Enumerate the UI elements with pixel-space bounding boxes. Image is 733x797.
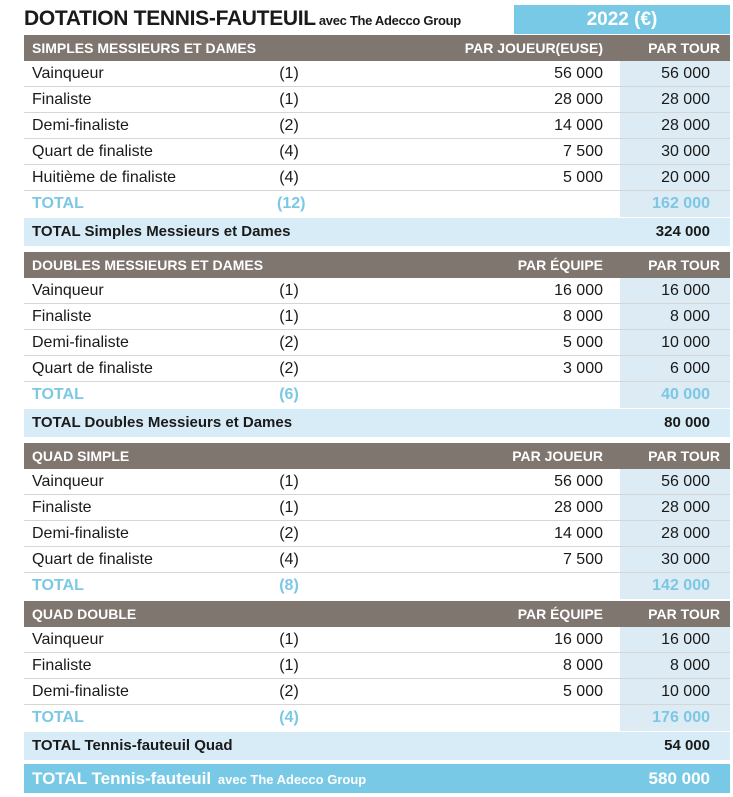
row-count: (1) [279, 91, 299, 108]
row-per: 28 000 [554, 499, 603, 516]
section-title: QUAD SIMPLE [32, 448, 130, 464]
row-count: (2) [279, 117, 299, 134]
row-label: Demi-finaliste [32, 525, 129, 542]
row-count: (1) [279, 282, 299, 299]
row-per: 8 000 [562, 308, 603, 325]
row-round: 10 000 [620, 330, 730, 355]
row-per: 5 000 [562, 169, 603, 186]
total-row [24, 382, 730, 408]
total-row [24, 573, 730, 599]
row-per: 14 000 [554, 117, 603, 134]
total-row [24, 191, 730, 217]
row-round: 56 000 [620, 469, 730, 494]
row-label: Finaliste [32, 308, 92, 325]
total-round: 176 000 [620, 705, 730, 731]
section-header-simples [24, 35, 730, 61]
total-count: (4) [279, 709, 299, 726]
col-header-per: PAR JOUEUR [512, 448, 603, 464]
row-round: 8 000 [620, 304, 730, 329]
table-row [24, 356, 730, 382]
table-row [24, 139, 730, 165]
row-label: Finaliste [32, 91, 92, 108]
total-count: (6) [279, 386, 299, 403]
row-count: (1) [279, 631, 299, 648]
row-count: (1) [279, 499, 299, 516]
row-round: 28 000 [620, 113, 730, 138]
section-header-quad-double [24, 601, 730, 627]
final-total [24, 764, 730, 793]
row-per: 56 000 [554, 473, 603, 490]
row-round: 28 000 [620, 87, 730, 112]
row-count: (4) [279, 551, 299, 568]
row-label: Vainqueur [32, 65, 104, 82]
title-bar [24, 5, 730, 33]
final-total-value: 580 000 [648, 769, 710, 788]
row-round: 20 000 [620, 165, 730, 190]
year-badge: 2022 (€) [514, 5, 730, 34]
grand-total-label: TOTAL Doubles Messieurs et Dames [32, 414, 293, 431]
title-sponsor: avec The Adecco Group [318, 13, 461, 28]
table-row [24, 165, 730, 191]
table-row [24, 61, 730, 87]
table-row [24, 87, 730, 113]
final-total-label [32, 764, 366, 794]
total-round: 40 000 [620, 382, 730, 408]
row-round: 30 000 [620, 547, 730, 572]
row-count: (4) [279, 143, 299, 160]
table-row [24, 521, 730, 547]
col-header-per: PAR ÉQUIPE [517, 606, 603, 622]
row-count: (2) [279, 525, 299, 542]
table-row [24, 495, 730, 521]
grand-total-quad [24, 732, 730, 760]
row-label: Quart de finaliste [32, 143, 153, 160]
row-count: (2) [279, 683, 299, 700]
col-header-round: PAR TOUR [648, 257, 720, 273]
table-row [24, 547, 730, 573]
col-header-round: PAR TOUR [648, 40, 720, 56]
table-row [24, 278, 730, 304]
row-label: Vainqueur [32, 473, 104, 490]
title-text: DOTATION TENNIS-FAUTEUIL [24, 7, 316, 30]
row-count: (4) [279, 169, 299, 186]
row-label: Finaliste [32, 657, 92, 674]
section-header-doubles [24, 252, 730, 278]
row-per: 3 000 [562, 360, 603, 377]
total-count: (12) [277, 195, 306, 212]
row-label: Demi-finaliste [32, 334, 129, 351]
grand-total-value: 324 000 [655, 223, 710, 240]
section-title: DOUBLES MESSIEURS ET DAMES [32, 257, 264, 273]
total-row [24, 705, 730, 731]
row-per: 5 000 [562, 683, 603, 700]
table-row [24, 627, 730, 653]
grand-total-value: 80 000 [664, 414, 710, 431]
table-row [24, 113, 730, 139]
row-round: 30 000 [620, 139, 730, 164]
section-title: QUAD DOUBLE [32, 606, 137, 622]
col-header-round: PAR TOUR [648, 606, 720, 622]
row-count: (2) [279, 334, 299, 351]
total-label: TOTAL [32, 386, 84, 403]
col-header-per: PAR ÉQUIPE [517, 257, 603, 273]
table-row [24, 469, 730, 495]
row-label: Huitième de finaliste [32, 169, 177, 186]
row-round: 16 000 [620, 278, 730, 303]
total-round: 162 000 [620, 191, 730, 217]
row-count: (1) [279, 65, 299, 82]
section-title: SIMPLES MESSIEURS ET DAMES [32, 40, 257, 56]
row-per: 14 000 [554, 525, 603, 542]
row-count: (1) [279, 308, 299, 325]
row-count: (1) [279, 657, 299, 674]
row-label: Vainqueur [32, 631, 104, 648]
grand-total-label: TOTAL Simples Messieurs et Dames [32, 223, 291, 240]
row-round: 6 000 [620, 356, 730, 381]
row-round: 16 000 [620, 627, 730, 652]
row-per: 16 000 [554, 282, 603, 299]
row-per: 7 500 [562, 551, 603, 568]
grand-total-value: 54 000 [664, 737, 710, 754]
total-count: (8) [279, 577, 299, 594]
total-round: 142 000 [620, 573, 730, 599]
section-header-quad-simple [24, 443, 730, 469]
row-label: Quart de finaliste [32, 360, 153, 377]
table-row [24, 330, 730, 356]
grand-total-simples [24, 218, 730, 246]
row-label: Quart de finaliste [32, 551, 153, 568]
row-per: 5 000 [562, 334, 603, 351]
page-title [24, 7, 461, 31]
row-label: Finaliste [32, 499, 92, 516]
row-per: 7 500 [562, 143, 603, 160]
total-label: TOTAL [32, 195, 84, 212]
total-label: TOTAL [32, 577, 84, 594]
row-per: 28 000 [554, 91, 603, 108]
total-label: TOTAL [32, 709, 84, 726]
table-row [24, 679, 730, 705]
final-total-text: TOTAL Tennis-fauteuil [32, 769, 212, 788]
table-row [24, 653, 730, 679]
row-round: 28 000 [620, 495, 730, 520]
row-round: 56 000 [620, 61, 730, 86]
grand-total-label: TOTAL Tennis-fauteuil Quad [32, 737, 233, 754]
table-row [24, 304, 730, 330]
row-label: Vainqueur [32, 282, 104, 299]
grand-total-doubles [24, 409, 730, 437]
row-round: 8 000 [620, 653, 730, 678]
row-per: 56 000 [554, 65, 603, 82]
col-header-round: PAR TOUR [648, 448, 720, 464]
final-total-sponsor: avec The Adecco Group [217, 772, 367, 787]
row-round: 28 000 [620, 521, 730, 546]
row-label: Demi-finaliste [32, 683, 129, 700]
row-per: 16 000 [554, 631, 603, 648]
row-count: (2) [279, 360, 299, 377]
row-label: Demi-finaliste [32, 117, 129, 134]
row-round: 10 000 [620, 679, 730, 704]
col-header-per: PAR JOUEUR(EUSE) [464, 40, 603, 56]
row-count: (1) [279, 473, 299, 490]
row-per: 8 000 [562, 657, 603, 674]
